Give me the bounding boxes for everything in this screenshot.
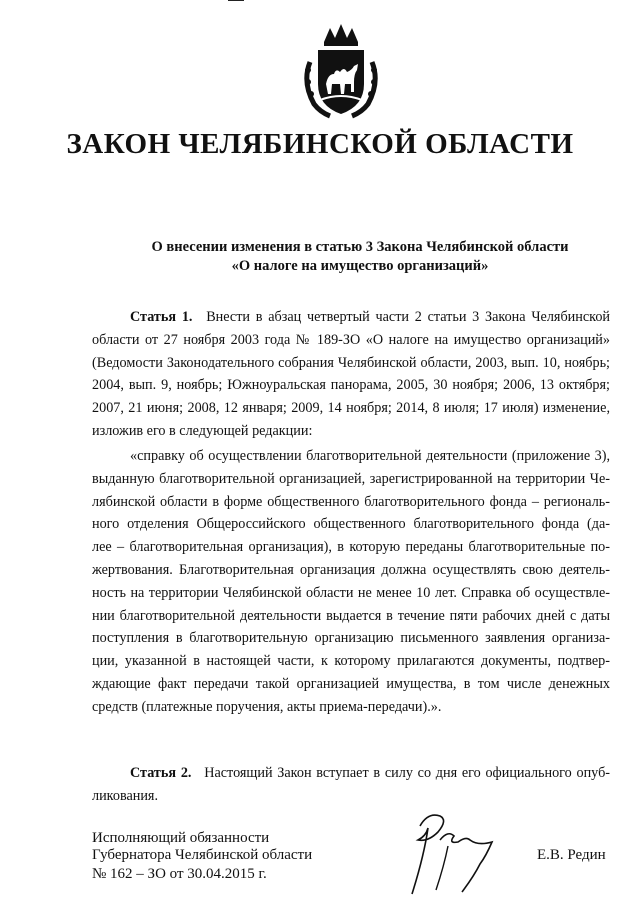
- article-1-line: изложив его в следующей редакции:: [92, 422, 313, 439]
- signer-name: Е.В. Редин: [537, 847, 606, 863]
- article-2-label: Статья 2.: [130, 765, 192, 781]
- quote-line: ждающие факт передачи такой организацией имущества, в том числе денежных: [92, 675, 610, 692]
- quote-line: ного отделения Общероссийского общественного благотворительного фонда (да-: [92, 516, 610, 533]
- article-2-line: Статья 2. Настоящий Закон вступает в силу со дня его официального опуб-: [130, 765, 611, 781]
- position-line-1: Исполняющий обязанности: [92, 830, 270, 846]
- position-line-2: Губернатора Челябинской области: [92, 847, 313, 863]
- handwritten-signature: [388, 806, 508, 898]
- quote-line: средств (платежные поручения, акты приема-передачи).».: [92, 698, 442, 715]
- law-title: ЗАКОН ЧЕЛЯБИНСКОЙ ОБЛАСТИ: [66, 128, 574, 160]
- signatory-position: [92, 830, 312, 864]
- article-2-line: ликования.: [92, 787, 159, 804]
- article-1-line: (Ведомости Законодательного собрания Челябинской области, 2003, вып. 10, ноябрь;: [92, 354, 610, 371]
- coat-of-arms-icon: [300, 22, 382, 122]
- quote-line: поступления в благотворительную организацию письменного заявления организа-: [92, 630, 610, 647]
- article-1-line: области от 27 ноября 2003 года № 189-ЗО «О налоге на имущество организаций»: [92, 331, 610, 348]
- scan-mark: [228, 0, 244, 1]
- quote-line: лябинской области в форме общественного благотворительного фонда – региональ-: [92, 493, 610, 510]
- article-1-line: Статья 1. Внести в абзац четвертый части 2 статьи 3 Закона Челябинской: [130, 309, 611, 325]
- quote-line: нии благотворительной деятельности выдается в течение пяти рабочих дней с даты: [92, 607, 610, 624]
- article-2: [92, 762, 610, 808]
- article-1-line: 2007, 21 июня; 2008, 12 января; 2009, 14 ноября; 2014, 8 июля; 17 июля) изменение,: [92, 400, 610, 417]
- article-1-label: Статья 1.: [130, 309, 193, 325]
- article-1-line: 2004, вып. 9, ноябрь; Южноуральская панорама, 2005, 30 ноября; 2006, 13 октября;: [92, 377, 610, 394]
- quote-line: выданную благотворительной организацией, зарегистрированной на территории Че-: [92, 470, 610, 487]
- quote-line: ность на территории Челябинской области не менее 10 лет. Справка об осуществле-: [92, 584, 610, 601]
- law-number-date: № 162 – ЗО от 30.04.2015 г.: [92, 866, 267, 882]
- law-subtitle-line-2: «О налоге на имущество организаций»: [231, 258, 489, 274]
- quoted-amendment: [92, 445, 610, 719]
- law-subtitle-line-1: О внесении изменения в статью 3 Закона Челябинской области: [151, 239, 569, 255]
- quote-line: «справку об осуществлении благотворительной деятельности (приложение 3),: [130, 448, 610, 464]
- quote-line: лее – благотворительная организация), в которую переданы благотворительные по-: [92, 539, 610, 556]
- article-1: [92, 306, 610, 443]
- quote-line: жертвования. Благотворительная организация должна осуществлять свою деятель-: [92, 561, 610, 578]
- quote-line: ции, указанной в настоящей части, к которому прилагаются документы, подтвер-: [92, 653, 610, 670]
